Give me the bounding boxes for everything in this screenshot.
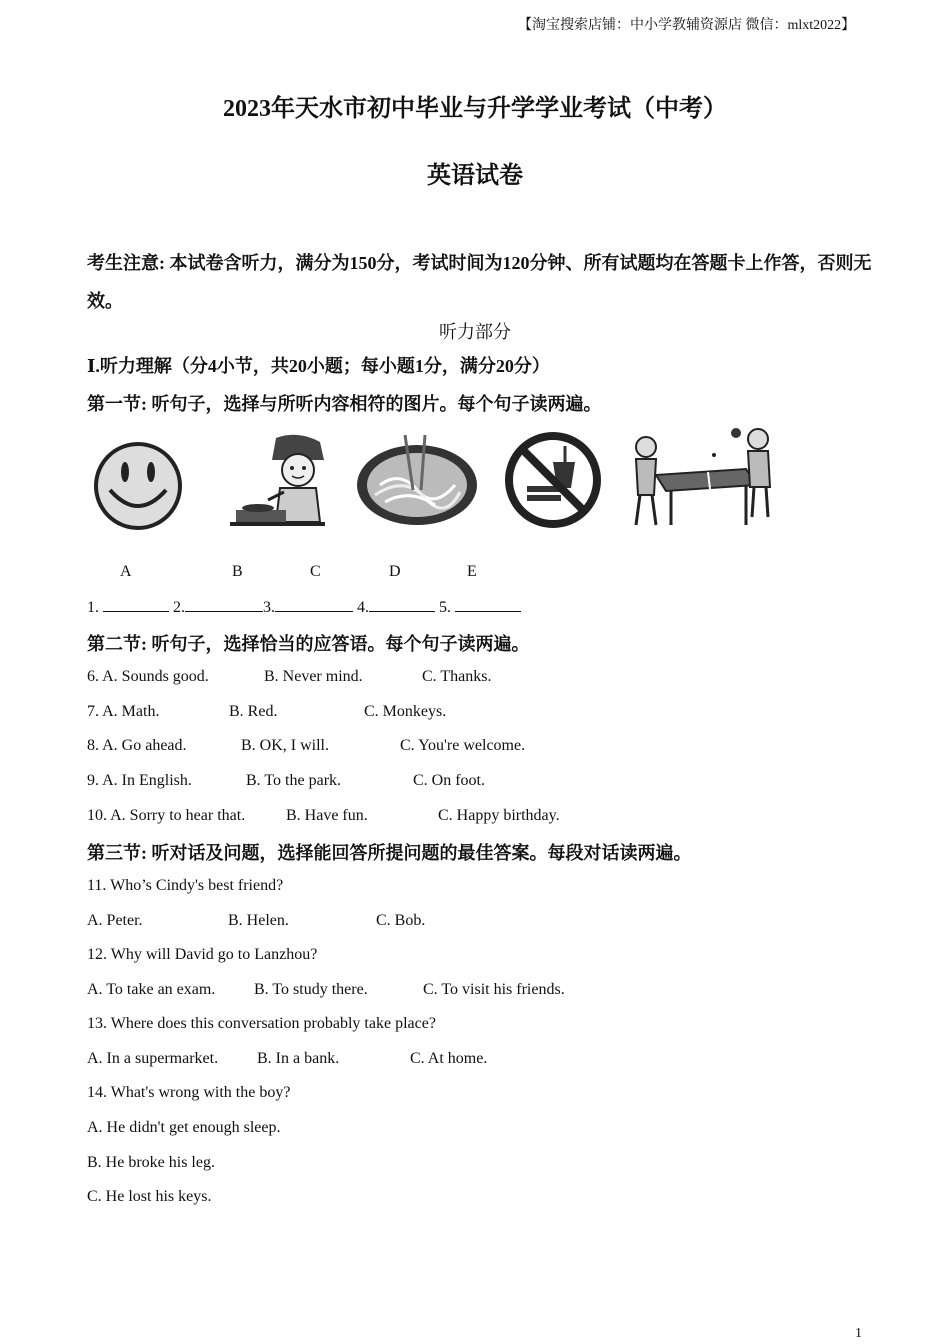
- q13-option-b: B. In a bank.: [257, 1050, 340, 1067]
- exam-subtitle: 英语试卷: [427, 163, 523, 189]
- girl-cooking-icon: [228, 430, 333, 530]
- header-note: 【淘宝搜索店铺：中小学教辅资源店 微信：mlxt2022】: [518, 18, 856, 33]
- q10-option-a: 10. A. Sorry to hear that.: [87, 807, 246, 824]
- q11-option-c: C. Bob.: [376, 912, 426, 929]
- q13-option-c: C. At home.: [410, 1050, 488, 1067]
- answer-blank[interactable]: [185, 597, 263, 612]
- q8-option-b: B. OK, I will.: [241, 737, 329, 754]
- table-tennis-icon: [626, 425, 781, 535]
- q8-option-a: 8. A. Go ahead.: [87, 737, 187, 754]
- picture-label-c: C: [310, 563, 321, 580]
- q11-option-b: B. Helen.: [228, 912, 289, 929]
- picture-label-d: D: [389, 563, 401, 580]
- exam-notice: 考生注意: 本试卷含听力，满分为150分，考试时间为120分钟、所有试题均在答题卡上作答，否则无效。: [87, 253, 872, 311]
- q7-option-b: B. Red.: [229, 703, 278, 720]
- q13-question: 13. Where does this conversation probably take place?: [87, 1015, 436, 1032]
- q7-option-a: 7. A. Math.: [87, 703, 160, 720]
- q6-option-c: C. Thanks.: [422, 668, 492, 685]
- page-number: 1: [855, 1326, 862, 1341]
- q10-option-b: B. Have fun.: [286, 807, 368, 824]
- smiley-face-icon: [92, 440, 184, 532]
- q14-option-c: C. He lost his keys.: [87, 1188, 212, 1205]
- answer-blank[interactable]: [275, 597, 353, 612]
- q6-option-b: B. Never mind.: [264, 668, 363, 685]
- blank-label: 1.: [87, 599, 99, 616]
- picture-label-e: E: [467, 563, 477, 580]
- q9-option-a: 9. A. In English.: [87, 772, 192, 789]
- no-eating-sign-icon: [503, 430, 603, 530]
- q7-option-c: C. Monkeys.: [364, 703, 447, 720]
- blank-label: 5.: [439, 599, 451, 616]
- q9-option-c: C. On foot.: [413, 772, 485, 789]
- sec2-heading: 第二节: 听句子，选择恰当的应答语。每个句子读两遍。: [87, 634, 530, 654]
- section-label: 听力部分: [439, 322, 511, 342]
- part1-heading: Ⅰ.听力理解（分4小节，共20小题；每小题1分，满分20分）: [87, 356, 550, 376]
- noodles-icon: [355, 430, 480, 530]
- blank-label: 3.: [263, 599, 275, 616]
- q12-option-a: A. To take an exam.: [87, 981, 216, 998]
- q13-option-a: A. In a supermarket.: [87, 1050, 219, 1067]
- q14-option-a: A. He didn't get enough sleep.: [87, 1119, 281, 1136]
- blank-label: 4.: [357, 599, 369, 616]
- sec3-heading: 第三节: 听对话及问题，选择能回答所提问题的最佳答案。每段对话读两遍。: [87, 843, 692, 863]
- q9-option-b: B. To the park.: [246, 772, 342, 789]
- answer-blanks-row: [87, 597, 521, 617]
- q12-question: 12. Why will David go to Lanzhou?: [87, 946, 318, 963]
- q11-option-a: A. Peter.: [87, 912, 143, 929]
- sec1-heading: 第一节: 听句子，选择与所听内容相符的图片。每个句子读两遍。: [87, 394, 602, 414]
- answer-blank[interactable]: [455, 597, 521, 612]
- q6-option-a: 6. A. Sounds good.: [87, 668, 209, 685]
- answer-blank[interactable]: [103, 597, 169, 612]
- picture-label-a: A: [120, 563, 132, 580]
- blank-label: 2.: [173, 599, 185, 616]
- answer-blank[interactable]: [369, 597, 435, 612]
- q14-question: 14. What's wrong with the boy?: [87, 1084, 291, 1101]
- q12-option-c: C. To visit his friends.: [423, 981, 565, 998]
- q8-option-c: C. You're welcome.: [400, 737, 526, 754]
- q10-option-c: C. Happy birthday.: [438, 807, 560, 824]
- q12-option-b: B. To study there.: [254, 981, 368, 998]
- exam-title: 2023年天水市初中毕业与升学学业考试（中考）: [223, 96, 727, 122]
- q11-question: 11. Who’s Cindy's best friend?: [87, 877, 284, 894]
- q14-option-b: B. He broke his leg.: [87, 1154, 215, 1171]
- picture-label-b: B: [232, 563, 243, 580]
